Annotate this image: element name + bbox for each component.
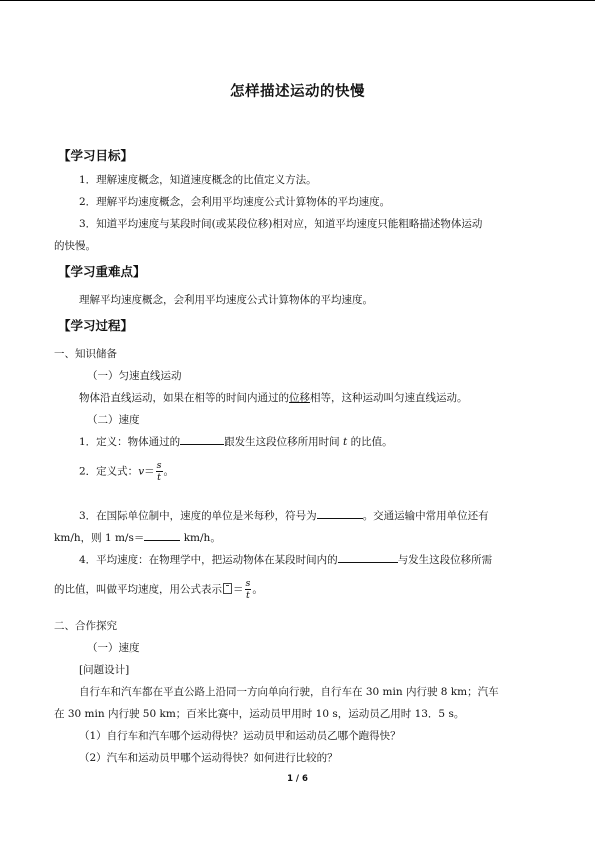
- formula-label: 2．定义式：: [79, 465, 139, 478]
- fill-blank-3: [144, 529, 180, 541]
- top-rule: [0, 0, 595, 1]
- uniform-motion-def: [58, 388, 563, 409]
- uniform-text-c: 相等，这种运动叫匀速直线运动。: [310, 392, 468, 404]
- part1-sub2: （二）速度: [87, 414, 140, 426]
- unit-line-1: [58, 506, 563, 527]
- goal-item-3: 3．知道平均速度与某段时间(或某段位移)相对应，知道平均速度只能粗略描述物体运动: [79, 218, 483, 230]
- page-title: 怎样描述运动的快慢: [230, 83, 365, 100]
- avg-text-a: 4．平均速度：在物理学中，把运动物体在某段时间内的: [79, 554, 338, 566]
- page-number: 1 / 6: [287, 774, 308, 784]
- formula-end: 。: [163, 465, 175, 478]
- avg-eq: ＝: [233, 583, 244, 596]
- formula-fraction: [156, 460, 163, 483]
- uniform-text-a: 物体沿直线运动，如果在相等的时间内通过的: [79, 392, 289, 404]
- unit-text-b: 。交通运输中常用单位还有: [362, 510, 489, 522]
- section-heading-goals: 【学习目标】: [58, 148, 134, 163]
- formula-v: v: [138, 465, 145, 478]
- unit-text-a: 3．在国际单位制中，速度的单位是米每秒，符号为: [79, 510, 317, 522]
- problem-design-label: [问题设计]: [79, 664, 130, 676]
- def-var-t: t: [343, 436, 348, 448]
- def-text-c: 的比值。: [350, 436, 393, 448]
- avg-fraction: [245, 578, 252, 601]
- part2-heading: 二、合作探究: [54, 620, 117, 632]
- question-2: （2）汽车和运动员甲哪个运动得快？如何进行比较的？: [79, 752, 338, 764]
- def-text-a: 1．定义：物体通过的: [79, 436, 181, 448]
- avg-denominator: t: [246, 590, 250, 601]
- velocity-def: [58, 432, 563, 453]
- unit-text-d: km/h。: [180, 532, 221, 544]
- avg-text-b: 与发生这段位移所需: [397, 554, 493, 566]
- question-1: （1）自行车和汽车哪个运动得快？运动员甲和运动员乙哪个跑得快？: [79, 730, 401, 742]
- part1-heading: 一、知识储备: [54, 348, 117, 360]
- formula-numerator: s: [156, 460, 162, 471]
- part1-sub1: （一）匀速直线运动: [87, 370, 182, 382]
- fill-blank-1: [180, 433, 224, 445]
- avg-end: 。: [252, 583, 263, 596]
- goal-item-3-cont: 的快慢。: [54, 240, 96, 252]
- average-velocity-line-1: [58, 550, 563, 571]
- average-velocity-line-2: [54, 578, 538, 601]
- formula-denominator: t: [157, 472, 161, 483]
- keypoint-text: 理解平均速度概念，会利用平均速度公式计算物体的平均速度。: [79, 294, 373, 306]
- unit-text-c: km/h，则 1 m/s＝: [54, 532, 145, 544]
- formula-eq: ＝: [144, 465, 155, 478]
- section-heading-process: 【学习过程】: [58, 318, 134, 333]
- section-heading-keypoints: 【学习重难点】: [58, 264, 146, 279]
- goal-item-2: 2．理解平均速度概念，会利用平均速度公式计算物体的平均速度。: [79, 196, 391, 208]
- v-bar-symbol-icon: [223, 583, 232, 594]
- avg-numerator: s: [245, 578, 251, 589]
- unit-line-2: [54, 528, 538, 549]
- scenario-line-1: 自行车和汽车都在平直公路上沿同一方向单向行驶，自行车在 30 min 内行驶 8 km；汽车: [79, 686, 499, 698]
- uniform-underlined-term: 位移: [289, 392, 310, 404]
- goal-item-1: 1．理解速度概念，知道速度概念的比值定义方法。: [79, 174, 317, 186]
- velocity-formula: [58, 460, 563, 483]
- fill-blank-2: [317, 507, 363, 519]
- scenario-line-2: 在 30 min 内行驶 50 km；百米比赛中，运动员甲用时 10 s，运动员乙用时 13．5 s。: [54, 708, 465, 720]
- part2-sub1: （一）速度: [87, 642, 140, 654]
- def-text-b: 跟发生这段位移所用时间: [224, 436, 340, 448]
- avg-text-c: 的比值，叫做平均速度，用公式表示: [54, 583, 222, 596]
- fill-blank-4: [338, 551, 398, 563]
